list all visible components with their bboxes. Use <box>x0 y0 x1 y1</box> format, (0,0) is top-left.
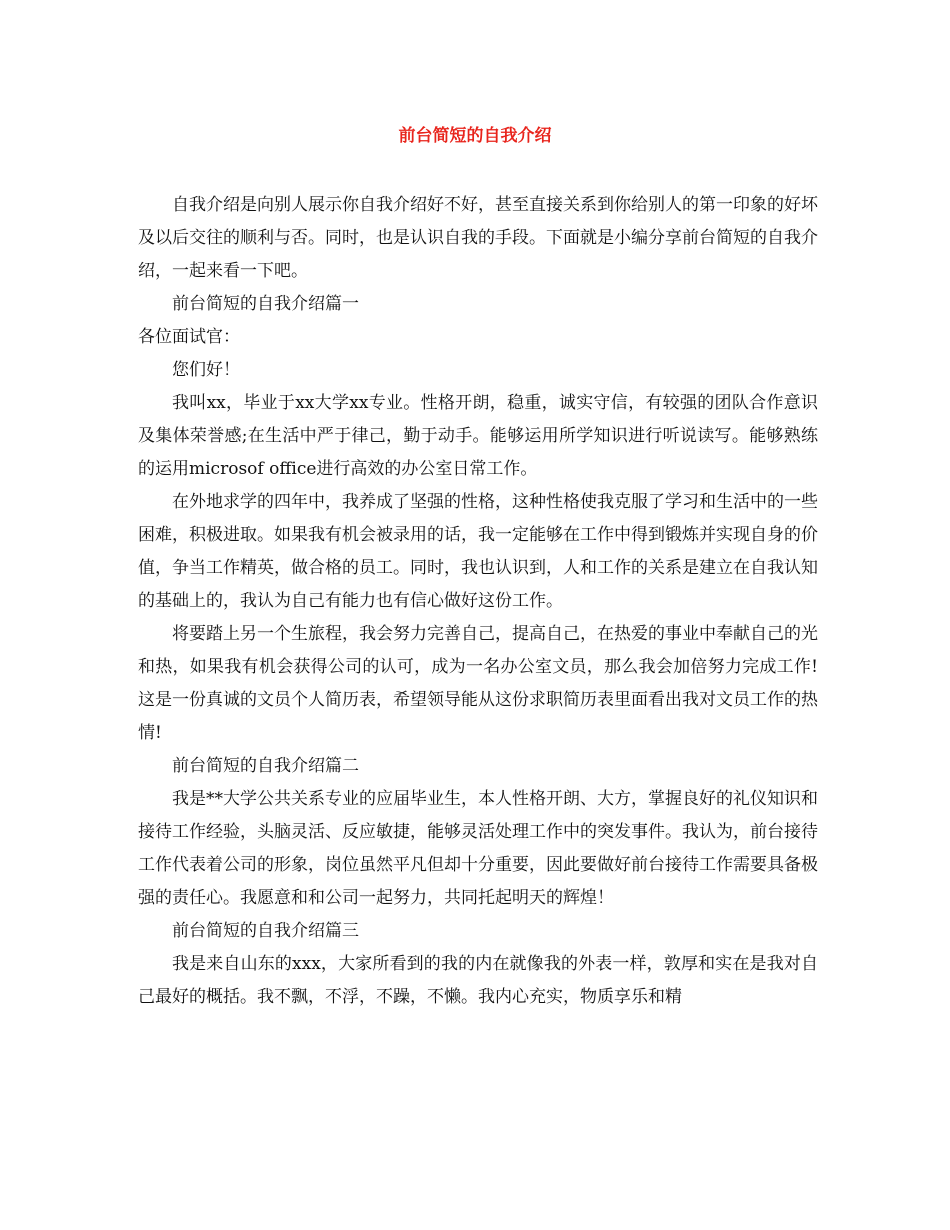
paragraph: 我是**大学公共关系专业的应届毕业生，本人性格开朗、大方，掌握良好的礼仪知识和接待工作经验，头脑灵活、反应敏捷，能够灵活处理工作中的突发事件。我认为，前台接待工作代表着公司的形象，岗位虽然平凡但却十分重要，因此要做好前台接待工作需要具备极强的责任心。我愿意和和公司一起努力，共同托起明天的辉煌！ <box>138 789 818 908</box>
paragraph-intro: 自我介绍是向别人展示你自我介绍好不好，甚至直接关系到你给别人的第一印象的好坏及以后交往的顺利与否。同时，也是认识自我的手段。下面就是小编分享前台简短的自我介绍，一起来看一下吧。 <box>138 195 818 281</box>
paragraph: 我叫xx，毕业于xx大学xx专业。性格开朗，稳重，诚实守信，有较强的团队合作意识及集体荣誉感;在生活中严于律己，勤于动手。能够运用所学知识进行听说读写。能够熟练的运用microsof office进行高效的办公室日常工作。 <box>138 393 818 479</box>
section-heading-3: 前台简短的自我介绍篇三 <box>172 921 359 941</box>
document-body <box>138 189 818 1014</box>
section-heading-1: 前台简短的自我介绍篇一 <box>172 294 359 314</box>
document-title: 前台简短的自我介绍 <box>398 126 552 146</box>
greeting: 您们好！ <box>172 360 240 380</box>
paragraph: 我是来自山东的xxx，大家所看到的我的内在就像我的外表一样，敦厚和实在是我对自己最好的概括。我不飘，不浮，不躁，不懒。我内心充实，物质享乐和精 <box>138 954 818 1007</box>
section-heading-2: 前台简短的自我介绍篇二 <box>172 756 359 776</box>
paragraph: 在外地求学的四年中，我养成了坚强的性格，这种性格使我克服了学习和生活中的一些困难，积极进取。如果我有机会被录用的话，我一定能够在工作中得到锻炼并实现自身的价值，争当工作精英，做合格的员工。同时，我也认识到，人和工作的关系是建立在自我认知的基础上的，我认为自己有能力也有信心做好这份工作。 <box>138 492 818 611</box>
paragraph: 将要踏上另一个生旅程，我会努力完善自己，提高自己，在热爱的事业中奉献自己的光和热，如果我有机会获得公司的认可，成为一名办公室文员，那么我会加倍努力完成工作!这是一份真诚的文员个人简历表，希望领导能从这份求职简历表里面看出我对文员工作的热情! <box>138 624 818 743</box>
salutation: 各位面试官： <box>138 327 240 347</box>
